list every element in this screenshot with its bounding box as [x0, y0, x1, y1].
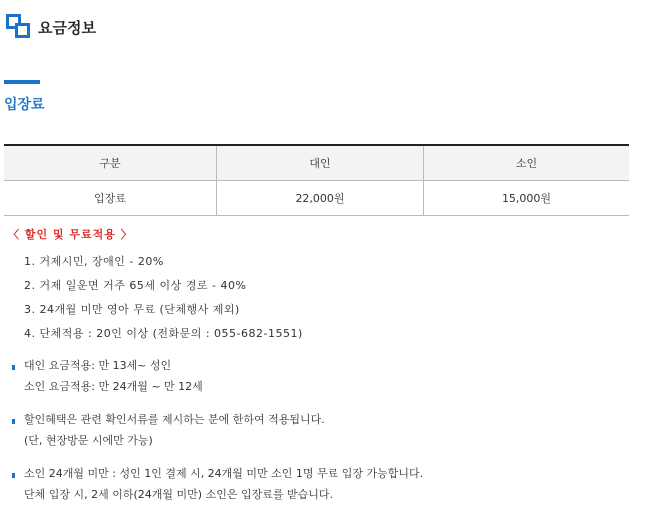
note-line: 소인 요금적용: 만 24개월 ~ 만 12세: [24, 380, 203, 393]
list-item: 2. 거제 일운면 거주 65세 이상 경로 - 40%: [24, 279, 247, 292]
note-line: 대인 요금적용: 만 13세~ 성인: [24, 359, 172, 372]
page-title: 요금정보: [38, 18, 96, 37]
page-header: [6, 12, 96, 42]
row-label: 입장료: [94, 192, 126, 205]
bullet-icon: [12, 419, 15, 424]
adult-fee: 22,000원: [217, 181, 424, 216]
note-line: 단체 입장 시, 2세 이하(24개월 미만) 소인은 입장료를 받습니다.: [24, 488, 333, 501]
note-line: 할인혜택은 관련 확인서류를 제시하는 분에 한하여 적용됩니다.: [24, 413, 325, 426]
list-item: 3. 24개월 미만 영아 무료 (단체행사 제외): [24, 303, 240, 316]
bullet-icon: [12, 365, 15, 370]
note-line: 소인 24개월 미만 : 성인 1인 결제 시, 24개월 미만 소인 1명 무료 입장 가능합니다.: [24, 467, 424, 480]
discount-heading: 〈 할인 및 무료적용 〉: [8, 228, 133, 241]
list-item: 4. 단체적용 : 20인 이상 (전화문의 : 055-682-1551): [24, 327, 303, 340]
note-item: [8, 358, 423, 400]
column-header-child: 소인: [424, 145, 630, 181]
column-header-category: 구분: [4, 145, 217, 181]
column-header-adult: 대인: [217, 145, 424, 181]
fee-table: [4, 144, 629, 216]
section-accent-bar: [4, 80, 40, 84]
note-line: (단, 현장방문 시에만 가능): [24, 434, 153, 447]
note-item: [8, 412, 423, 454]
notes-section: [8, 358, 423, 520]
table-header-row: [4, 145, 629, 181]
document-logo-icon: [6, 14, 32, 40]
discount-list: [24, 253, 303, 349]
note-item: [8, 466, 423, 508]
list-item: 1. 거제시민, 장애인 - 20%: [24, 255, 164, 268]
bullet-icon: [12, 473, 15, 478]
table-row: [4, 181, 629, 216]
section-title: 입장료: [4, 97, 45, 113]
child-fee: 15,000원: [424, 181, 630, 216]
